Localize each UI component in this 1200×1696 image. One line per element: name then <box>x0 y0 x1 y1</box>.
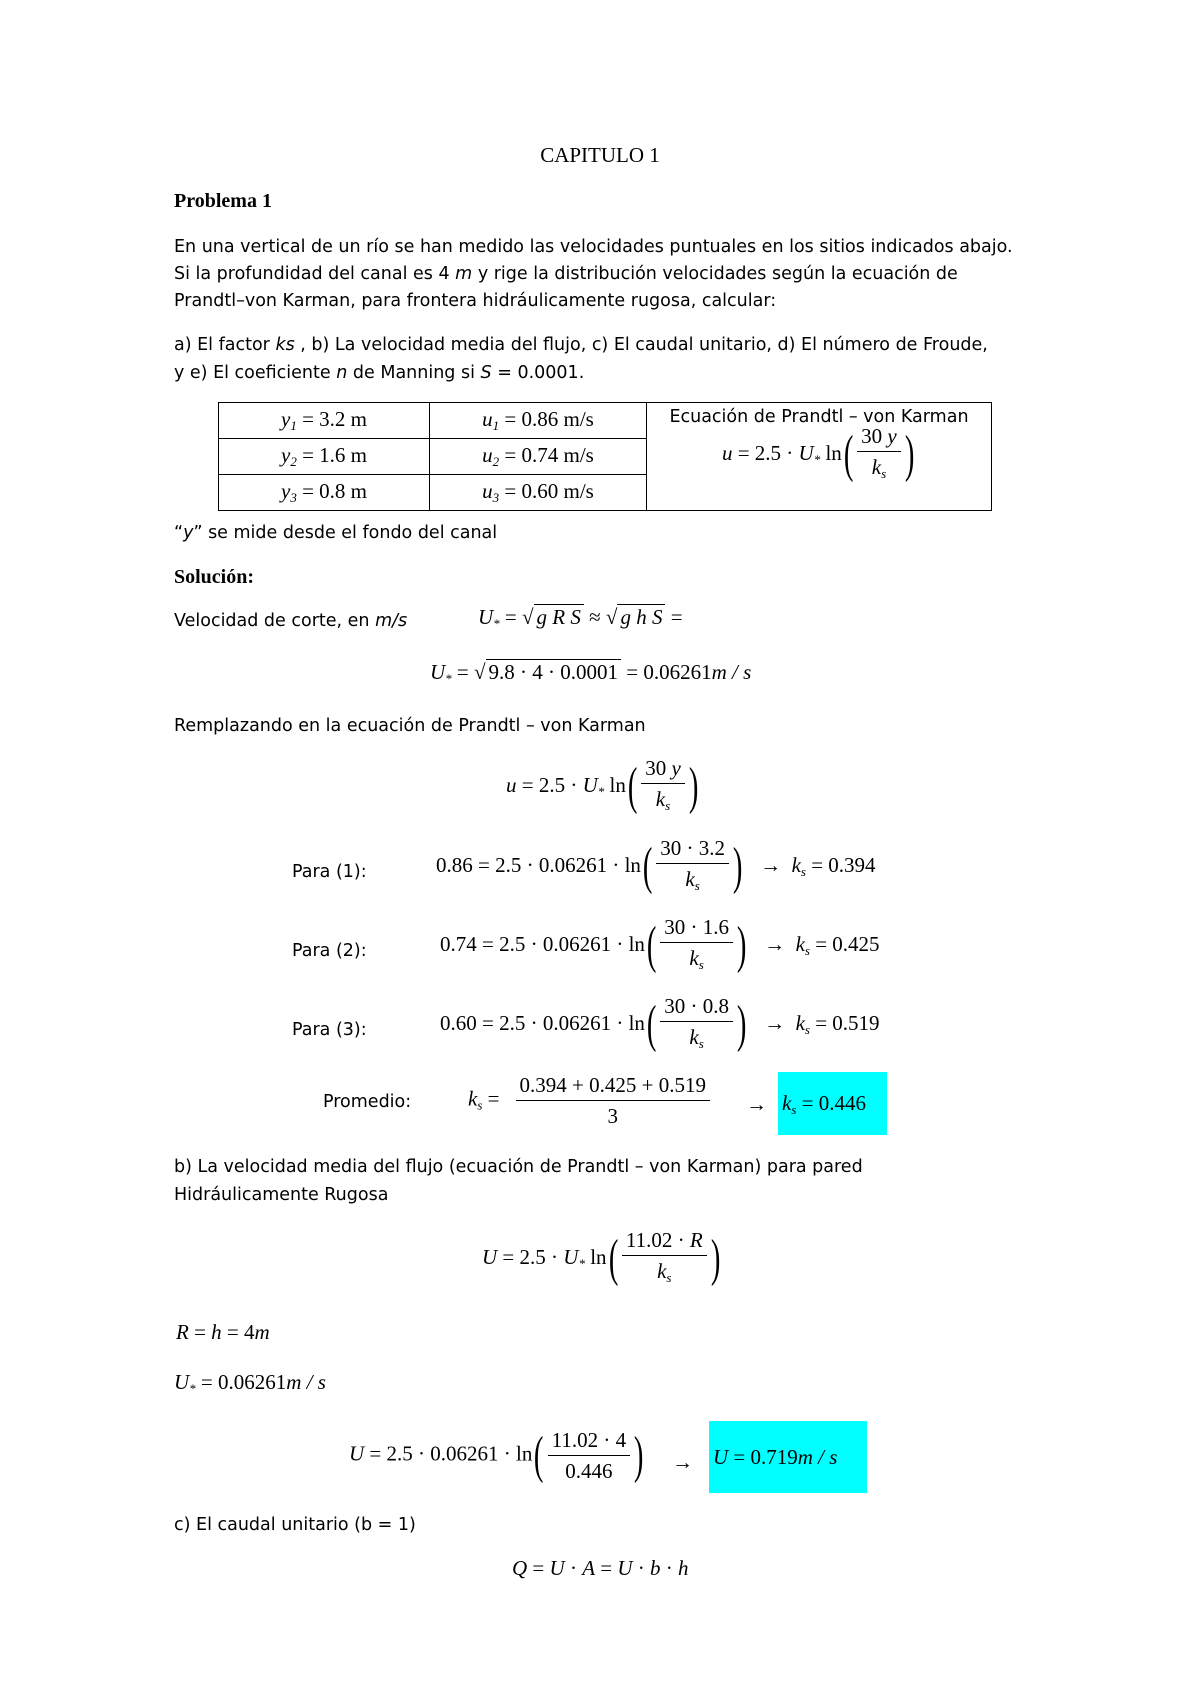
intro-line-2-pre: Si la profundidad del canal es 4 <box>174 264 450 284</box>
shear-result: = 0.06261 <box>626 660 712 684</box>
shear-calc-radicand: 9.8 · 4 · 0.0001 <box>486 659 622 684</box>
y-cell: $y_2 = 1.6$ m <box>219 439 430 475</box>
b-text-line-1: b) La velocidad media del flujo (ecuación de Prandtl – von Karman) para pared <box>174 1157 863 1177</box>
U-arrow: → <box>672 1450 693 1474</box>
y-note: “y” se mide desde el fondo del canal <box>174 523 498 543</box>
case-2-equation: 0.74 = 2.5 · 0.06261 · ln( $\frac{30 \cdot 1.6}{k_s}$ ) → $k_s = 0.425$ <box>440 915 880 974</box>
table-row <box>219 403 992 439</box>
intro-line-2 <box>174 264 958 284</box>
equation-title: Ecuación de Prandtl – von Karman <box>669 407 969 427</box>
y-cell: $y_1 = 3.2$ m <box>219 403 430 439</box>
q-a: a) El factor <box>174 335 270 355</box>
intro-line-2-post: y rige la distribución velocidades según la ecuación de <box>477 264 958 284</box>
questions-line-1 <box>174 335 988 355</box>
q-S-val: = 0.0001. <box>497 363 585 383</box>
mean-velocity-equation: $U = 2.5 \cdot U_*$ ln( $\frac{11.02 \cdot R}{k_s}$ ) <box>482 1228 721 1287</box>
intro-unit-m: m <box>455 264 473 284</box>
intro-line-1: En una vertical de un río se han medido las velocidades puntuales en los sitios indicados abajo. <box>174 237 1013 257</box>
U-calc-equation: U = 2.5 · 0.06261 · ln( $\frac{11.02 \cdot 4}{0.446}$ ) <box>349 1426 644 1484</box>
replace-text: Remplazando en la ecuación de Prandtl – von Karman <box>174 716 646 736</box>
case-1-equation: 0.86 = 2.5 · 0.06261 · ln( $\frac{30 \cdot 3.2}{k_s}$ ) → $k_s = 0.394$ <box>436 836 876 895</box>
ustar-value: $U_* = 0.06261m / s$ <box>174 1370 326 1396</box>
problem-title: Problema 1 <box>174 190 272 212</box>
u-cell: $u_1 = 0.86$ m/s <box>430 403 647 439</box>
q-S: S <box>480 363 492 383</box>
u-cell: $u_3 = 0.60$ m/s <box>430 475 647 511</box>
U-result-highlight: U = 0.719m / s <box>709 1421 867 1493</box>
case-2-label: Para (2): <box>292 941 367 961</box>
q-n: n <box>336 363 348 383</box>
q-ks: ks <box>275 335 295 355</box>
shear-calc: $U_*$ = √ 9.8 · 4 · 0.0001 = 0.06261m / s <box>430 660 752 686</box>
c-text: c) El caudal unitario (b = 1) <box>174 1515 416 1535</box>
shear-formula: $U_*$ = √ g R S ≈ √ g h S = <box>478 605 683 631</box>
case-3-label: Para (3): <box>292 1020 367 1040</box>
q-b: , b) La velocidad media del flujo, c) El caudal unitario, d) El número de Froude, <box>300 335 988 355</box>
case-3-equation: 0.60 = 2.5 · 0.06261 · ln( $\frac{30 \cdot 0.8}{k_s}$ ) → $k_s = 0.519$ <box>440 994 880 1053</box>
u-cell: $u_2 = 0.74$ m/s <box>430 439 647 475</box>
intro-line-3: Prandtl–von Karman, para frontera hidráulicamente rugosa, calcular: <box>174 291 777 311</box>
q-manning: de Manning si <box>352 363 475 383</box>
y-cell: $y_3 = 0.8$ m <box>219 475 430 511</box>
average-arrow: → <box>746 1092 767 1116</box>
average-label: Promedio: <box>323 1092 412 1112</box>
chapter-title: CAPITULO 1 <box>540 143 660 167</box>
average-equation: $k_s$ = $\frac{0.394 + 0.425 + 0.519}{3}$ <box>468 1072 721 1129</box>
prandtl-equation-main: $u = 2.5 \cdot U_*$ ln( $\frac{30 y}{k_s}$ ) <box>506 756 699 815</box>
solution-title: Solución: <box>174 566 255 588</box>
equation-cell <box>647 403 992 511</box>
shear-label: Velocidad de corte, en m/s <box>174 611 408 631</box>
prandtl-equation: $u = 2.5 \cdot U_*$ ln( $\frac{30 y}{k_s}$ ) <box>721 424 915 483</box>
ks-result-highlight: $k_s = 0.446$ <box>778 1072 887 1135</box>
q-e: y e) El coeficiente <box>174 363 331 383</box>
b-text-line-2: Hidráulicamente Rugosa <box>174 1185 389 1205</box>
case-1-label: Para (1): <box>292 862 367 882</box>
data-table <box>218 402 992 511</box>
flow-equation: Q = U · A = U · b · h <box>512 1556 689 1580</box>
R-equation: R = h = 4m <box>176 1320 270 1344</box>
questions-line-2 <box>174 363 584 383</box>
